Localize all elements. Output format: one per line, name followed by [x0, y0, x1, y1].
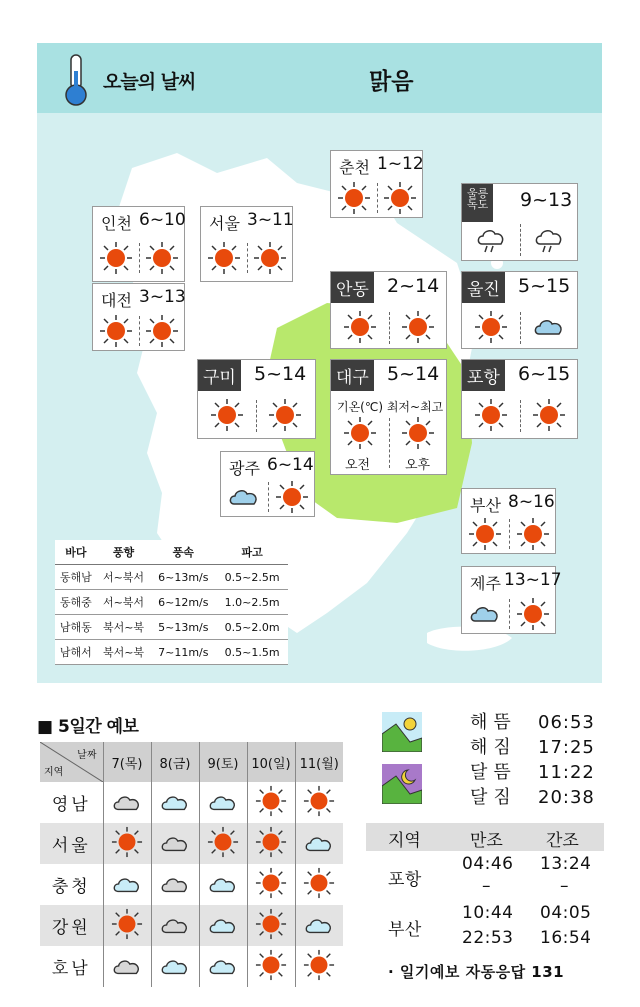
- cloud-icon: [227, 480, 261, 514]
- city-seoul: 서울 3~11: [200, 206, 293, 282]
- tide-high: 04:46: [462, 854, 514, 874]
- table-header-row: 바다 풍향 풍속 파고: [55, 540, 288, 565]
- tide-low: 04:05: [540, 903, 592, 923]
- cloud-sun-icon: [207, 910, 239, 938]
- cloud-sun-icon: [207, 869, 239, 897]
- sun-icon: [532, 398, 566, 432]
- tide-region: 포항: [388, 870, 422, 890]
- rain-cloud-icon: [532, 222, 566, 256]
- sun-icon: [145, 241, 179, 275]
- city-andong: 안동 2~14: [330, 271, 447, 349]
- forecast-table: [40, 742, 343, 987]
- sun-icon: [401, 416, 435, 450]
- city-busan: 부산 8~16: [461, 488, 556, 554]
- sun-icon: [275, 480, 309, 514]
- sun-icon: [303, 867, 335, 899]
- sun-icon: [383, 181, 417, 215]
- sea-conditions-table: [55, 540, 288, 665]
- sunset-row: 해짐 17:25: [470, 737, 595, 758]
- forecast-corner-cell: 날짜 지역: [40, 742, 103, 782]
- city-ulleung-dokdo: 울릉 독도 9~13: [461, 183, 578, 261]
- table-row: 동해중 서~북서 6~12m/s 1.0~2.5m: [55, 590, 288, 615]
- tide-high: 10:44: [462, 903, 514, 923]
- sun-icon: [99, 314, 133, 348]
- sun-icon: [337, 181, 371, 215]
- sun-icon: [474, 310, 508, 344]
- tide-high: 22:53: [462, 928, 514, 948]
- sun-icon: [255, 949, 287, 981]
- cloud-icon: [159, 910, 191, 938]
- cloud-sun-icon: [207, 951, 239, 979]
- forecast-row: 충청: [40, 864, 343, 905]
- sun-icon: [255, 908, 287, 940]
- sun-icon: [145, 314, 179, 348]
- city-gumi: 구미 5~14: [197, 359, 316, 439]
- sun-icon: [207, 241, 241, 275]
- sun-icon: [111, 908, 143, 940]
- sun-icon: [343, 310, 377, 344]
- cloud-icon: [468, 597, 502, 631]
- cloud-sun-icon: [111, 869, 143, 897]
- forecast-row: 서울: [40, 823, 343, 864]
- sun-icon: [207, 826, 239, 858]
- moonset-row: 달짐 20:38: [470, 787, 595, 808]
- forecast-header-row: 날짜 지역 7(목) 8(금) 9(토) 10(일) 11(월): [40, 742, 343, 782]
- square-bullet-icon: ■: [37, 717, 58, 737]
- tide-high: –: [482, 876, 491, 896]
- sun-icon: [99, 241, 133, 275]
- rain-cloud-icon: [474, 222, 508, 256]
- thermometer-icon: [61, 53, 91, 107]
- cloud-icon: [532, 310, 566, 344]
- tide-low: –: [560, 876, 569, 896]
- table-row: 남해동 북서~북 5~13m/s 0.5~2.0m: [55, 615, 288, 640]
- tide-region: 부산: [388, 920, 422, 940]
- sun-icon: [255, 785, 287, 817]
- moonrise-row: 달뜸 11:22: [470, 762, 595, 783]
- tide-low: 16:54: [540, 928, 592, 948]
- sun-icon: [268, 398, 302, 432]
- table-row: 동해남 서~북서 6~13m/s 0.5~2.5m: [55, 565, 288, 590]
- page-title: 오늘의 날씨: [103, 71, 196, 93]
- tide-low: 13:24: [540, 854, 592, 874]
- table-row: 남해서 북서~북 7~11m/s 0.5~1.5m: [55, 640, 288, 665]
- city-incheon: 인천 6~10: [92, 206, 185, 282]
- sun-icon: [516, 517, 550, 551]
- sun-icon: [210, 398, 244, 432]
- city-chuncheon: 춘천 1~12: [330, 150, 423, 218]
- forecast-title: ■ 5일간 예보: [37, 717, 139, 737]
- cloud-icon: [159, 869, 191, 897]
- sun-icon: [253, 241, 287, 275]
- sun-icon: [474, 398, 508, 432]
- sun-icon: [255, 826, 287, 858]
- sunrise-mountain-icon: [382, 712, 422, 752]
- cloud-icon: [111, 787, 143, 815]
- cloud-sun-icon: [159, 951, 191, 979]
- city-daejeon: 대전 3~13: [92, 283, 185, 351]
- sun-icon: [111, 826, 143, 858]
- sun-icon: [303, 785, 335, 817]
- sun-icon: [255, 867, 287, 899]
- forecast-row: 영남: [40, 782, 343, 823]
- city-uljin: 울진 5~15: [461, 271, 578, 349]
- cloud-sun-icon: [159, 787, 191, 815]
- cloud-sun-icon: [207, 787, 239, 815]
- sun-icon: [468, 517, 502, 551]
- forecast-row: 강원: [40, 905, 343, 946]
- sun-icon: [303, 949, 335, 981]
- city-daegu: 대구 5~14 기온(℃) 최저~최고 오전 오후: [330, 359, 447, 475]
- sun-icon: [516, 597, 550, 631]
- city-pohang: 포항 6~15: [461, 359, 578, 439]
- moonrise-mountain-icon: [382, 764, 422, 804]
- city-gwangju: 광주 6~14: [220, 451, 315, 517]
- sunrise-row: 해뜸 06:53: [470, 712, 595, 733]
- sun-icon: [401, 310, 435, 344]
- forecast-row: 호남: [40, 946, 343, 987]
- cloud-sun-icon: [303, 910, 335, 938]
- sun-icon: [343, 416, 377, 450]
- cloud-sun-icon: [303, 828, 335, 856]
- tide-header: 지역 만조 간조: [366, 823, 604, 851]
- footer-note: · 일기예보 자동응답 131: [388, 963, 565, 981]
- cloud-icon: [111, 951, 143, 979]
- cloud-icon: [159, 828, 191, 856]
- city-jeju: 제주 13~17: [461, 566, 556, 634]
- header-bar: [37, 43, 602, 113]
- weather-condition: 맑음: [369, 69, 414, 95]
